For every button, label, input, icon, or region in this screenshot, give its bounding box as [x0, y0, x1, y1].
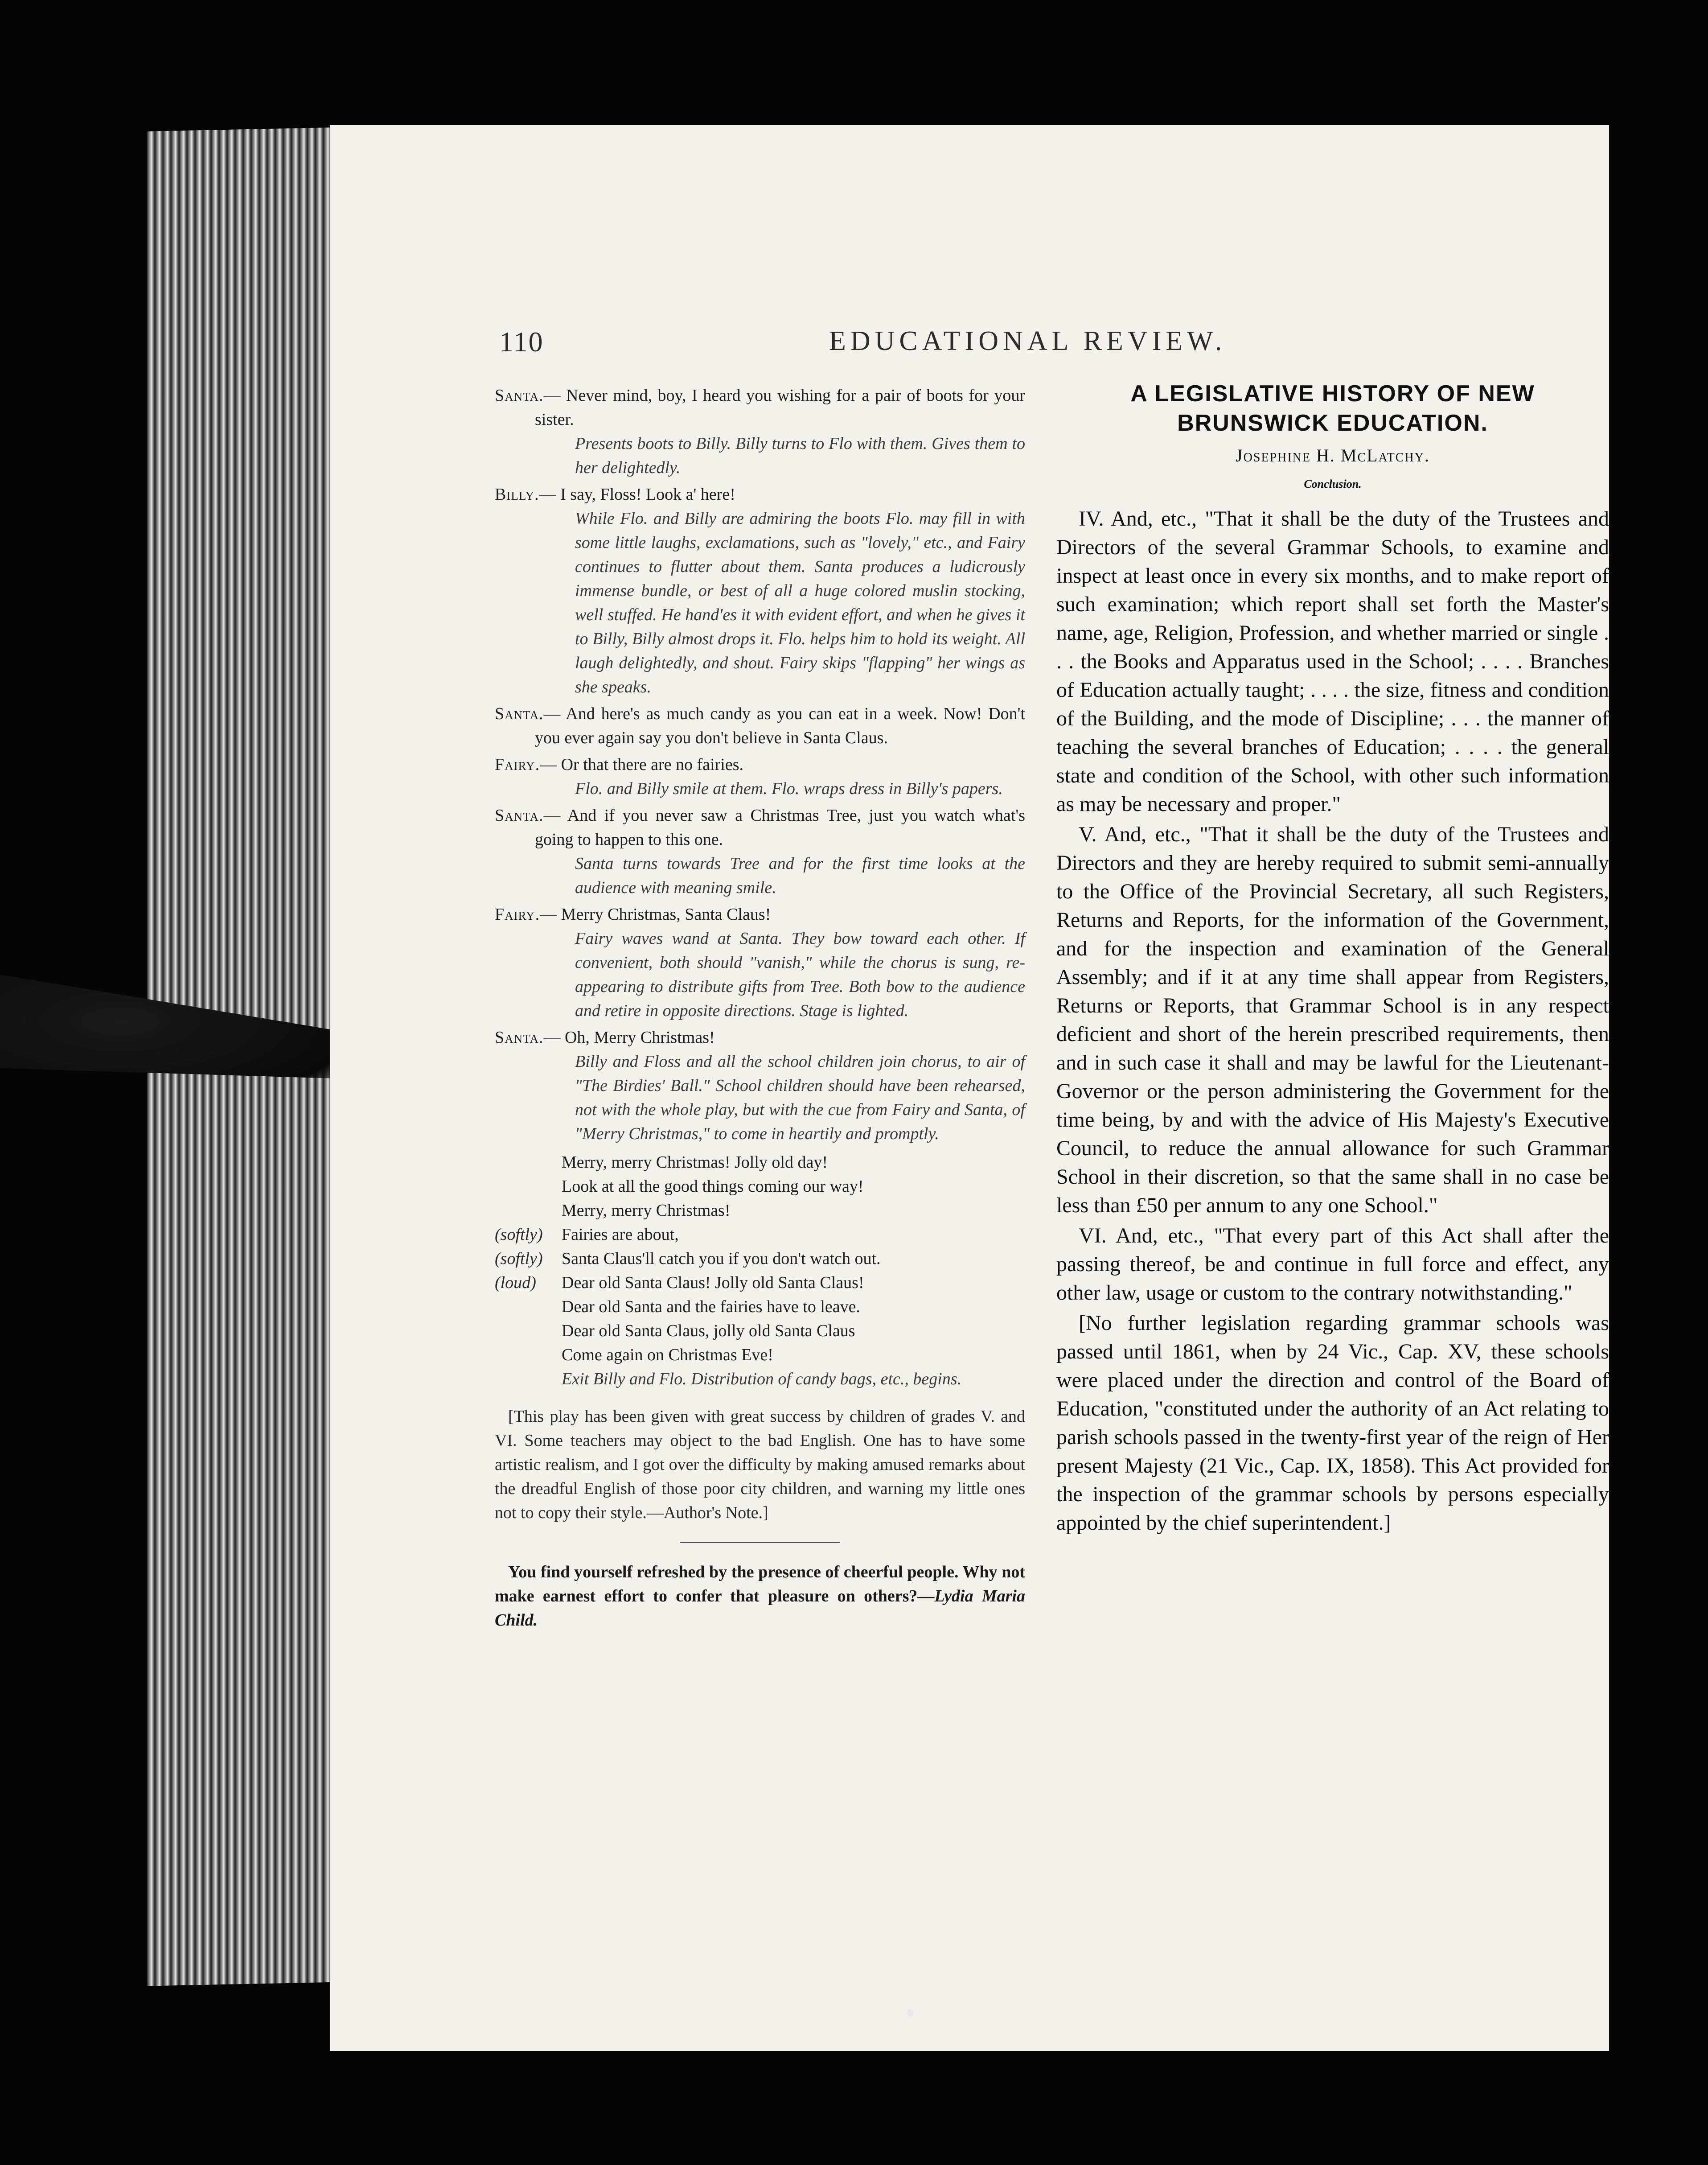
speaker: Santa. — [495, 704, 544, 723]
closing-quote — [495, 1560, 1025, 1632]
editorial-note: [No further legislation regarding grammar schools was passed until 1861, when by 24 Vic., Cap. XV, these schools were placed under the direction and control of the Board of Education, "constituted under the authority of an Act relating to parish schools passed in the twenty-first year of the reign of Her present Majesty (21 Vic., Cap. IX, 1858). This Act provided for the inspection of the grammar schools by persons especially appointed by the chief superintendent.] — [1056, 1311, 1609, 1535]
speech-text: And here's as much candy as you can eat in a week. Now! Don't you ever again say you don't believe in Santa Claus. — [535, 704, 1026, 747]
stage-direction: Billy and Floss and all the school children join chorus, to air of "The Birdies' Ball." School children should have been rehearsed, not with the whole play, but with the cue from Fairy and Santa, of "Merry Christmas," to come in heartily and promptly. — [575, 1052, 1025, 1143]
journal-title: EDUCATIONAL REVIEW. — [829, 326, 1227, 356]
speech-text: Never mind, boy, I heard you wishing for a pair of boots for your sister. — [535, 386, 1025, 429]
speech-fairy-2: Fairy.— Merry Christmas, Santa Claus! Fairy waves wand at Santa. They bow toward each other. If convenient, both should "vanish," while the chorus is sung, re-appearing to distribute gifts from Tree. Both bow to the audience and retire in opposite directions. Stage is lighted. — [495, 902, 1025, 1023]
song-line: (loud) Dear old Santa Claus! Jolly old Santa Claus! — [495, 1273, 864, 1292]
stage-direction: Flo. and Billy smile at them. Flo. wraps dress in Billy's papers. — [575, 779, 1003, 798]
film-speck — [907, 2009, 913, 2017]
quote-attribution: Lydia Maria Child. — [495, 1587, 1025, 1630]
section-vi: VI. And, etc., "That every part of this Act shall after the passing thereof, be and continue in full force and effect, any other law, usage or custom to the contrary notwithstanding." — [1056, 1224, 1609, 1305]
speech-fairy-1: Fairy.— Or that there are no fairies. Flo. and Billy smile at them. Flo. wraps dress in Billy's papers. — [495, 753, 1025, 801]
speech-santa-1: Santa.— Never mind, boy, I heard you wishing for a pair of boots for your sister. Presents boots to Billy. Billy turns to Flo with them. Gives them to her delightedly. — [495, 383, 1025, 480]
speaker: Santa. — [495, 806, 544, 825]
page-number: 110 — [499, 326, 544, 358]
section-v: V. And, etc., "That it shall be the duty of the Trustees and Directors and they are hereby required to submit semi-annually to the Office of the Provincial Secretary, all such Registers, Returns and Reports, for the information of the Government, and for the inspection and examination of the General Assembly; and if it at any time shall appear from Registers, Returns or Reports, that Grammar School is in any respect deficient and short of the herein prescribed requirements, then and in such case it shall and may be lawful for the Lieutenant-Governor or the person administering the Government for the time being, by and with the advice of His Majesty's Executive Council, to reduce the annual allowance for such Grammar School in their discretion, so that the same shall in no case be less than £50 per annum to any one School." — [1056, 823, 1609, 1217]
speaker: Fairy. — [495, 755, 540, 774]
article-title: A LEGISLATIVE HISTORY OF NEW BRUNSWICK EDUCATION. — [1130, 381, 1535, 436]
song-line: Dear old Santa Claus, jolly old Santa Claus — [562, 1321, 855, 1340]
article-conclusion-label: Conclusion. — [1304, 477, 1362, 490]
chorus-song — [495, 1150, 1025, 1391]
play-column — [495, 383, 1025, 1649]
book-page — [330, 125, 1609, 2051]
speech-text: And if you never saw a Christmas Tree, just you watch what's going to happen to this one. — [535, 806, 1025, 849]
speech-santa-2: Santa.— And here's as much candy as you can eat in a week. Now! Don't you ever again say you don't believe in Santa Claus. — [495, 704, 1026, 747]
song-line: (softly) Fairies are about, — [495, 1225, 679, 1244]
speaker: Santa. — [495, 1028, 544, 1047]
speaker: Billy. — [495, 485, 539, 504]
running-head — [499, 325, 1498, 366]
song-line: Dear old Santa and the fairies have to leave. — [562, 1297, 860, 1316]
author-note: [This play has been given with great success by children of grades V. and VI. Some teachers may object to the bad English. One has to have some artistic realism, and I got over the difficulty by making amused remarks about the dreadful English of those poor city children, and warning my little ones not to copy their style.—Author's Note.] — [495, 1407, 1025, 1522]
speech-santa-4: Santa.— Oh, Merry Christmas! Billy and Floss and all the school children join chorus, to air of "The Birdies' Ball." School children should have been rehearsed, not with the whole play, but with the cue from Fairy and Santa, of "Merry Christmas," to come in heartily and promptly. — [495, 1025, 1025, 1146]
speech-text: I say, Floss! Look a' here! — [560, 485, 735, 504]
stage-direction: Presents boots to Billy. Billy turns to Flo with them. Gives them to her delightedly. — [575, 434, 1025, 477]
speech-text: Or that there are no fairies. — [561, 755, 744, 774]
speech-santa-3: Santa.— And if you never saw a Christmas Tree, just you watch what's going to happen to this one. Santa turns towards Tree and for the first time looks at the audience with meaning smile. — [495, 803, 1025, 900]
stage-direction: Fairy waves wand at Santa. They bow toward each other. If convenient, both should "vanish," while the chorus is sung, re-appearing to distribute gifts from Tree. Both bow to the audience and retire in opposite directions. Stage is lighted. — [575, 929, 1025, 1020]
song-line: Look at all the good things coming our way! — [562, 1177, 864, 1196]
speaker: Santa. — [495, 386, 544, 405]
song-line: Come again on Christmas Eve! — [562, 1346, 773, 1364]
speech-text: Oh, Merry Christmas! — [564, 1028, 715, 1047]
article-column — [1056, 379, 1609, 1539]
speech-billy-1: Billy.— I say, Floss! Look a' here! While Flo. and Billy are admiring the boots Flo. may fill in with some little laughs, exclamations, such as "lovely," etc., and Fairy continues to flutter about them. Santa produces a ludicrously immense bundle, or best of all a huge colored muslin stocking, well stuffed. He hand'es it with evident effort, and when he gives it to Billy, Billy almost drops it. Flo. helps him to hold its weight. All laugh delightedly, and shout. Fairy skips "flapping" her wings as she speaks. — [495, 482, 1025, 699]
quote-text: You find yourself refreshed by the presence of cheerful people. Why not make earnest effort to confer that pleasure on others?— — [495, 1563, 1025, 1605]
stage-direction: While Flo. and Billy are admiring the boots Flo. may fill in with some little laughs, exclamations, such as "lovely," etc., and Fairy continues to flutter about them. Santa produces a ludicrously immense bundle, or best of all a huge colored muslin stocking, well stuffed. He hand'es it with evident effort, and when he gives it to Billy, Billy almost drops it. Flo. helps him to hold its weight. All laugh delightedly, and shout. Fairy skips "flapping" her wings as she speaks. — [575, 509, 1025, 696]
section-iv: IV. And, etc., "That it shall be the duty of the Trustees and Directors of the several Grammar Schools, to examine and inspect at least once in every six months, and to make report of such examination; which report shall set forth the Master's name, age, Religion, Profession, and whether married or single . . . the Books and Apparatus used in the School; . . . . Branches of Education actually taught; . . . . the size, fitness and condition of the Building, and the mode of Discipline; . . . the manner of teaching the several branches of Education; . . . . the general state and condition of the School, with other such information as may be necessary and proper." — [1056, 507, 1609, 816]
song-line: (softly) Santa Claus'll catch you if you don't watch out. — [495, 1249, 881, 1268]
article-author: Josephine H. McLatchy. — [1236, 445, 1430, 465]
speech-text: Merry Christmas, Santa Claus! — [561, 905, 771, 924]
stage-direction: Santa turns towards Tree and for the first time looks at the audience with meaning smile. — [575, 854, 1025, 897]
song-line: Merry, merry Christmas! — [562, 1201, 731, 1220]
exit-stage-direction: Exit Billy and Flo. Distribution of candy bags, etc., begins. — [562, 1370, 962, 1388]
song-line: Merry, merry Christmas! Jolly old day! — [562, 1153, 828, 1172]
speaker: Fairy. — [495, 905, 540, 924]
section-divider — [680, 1542, 840, 1543]
